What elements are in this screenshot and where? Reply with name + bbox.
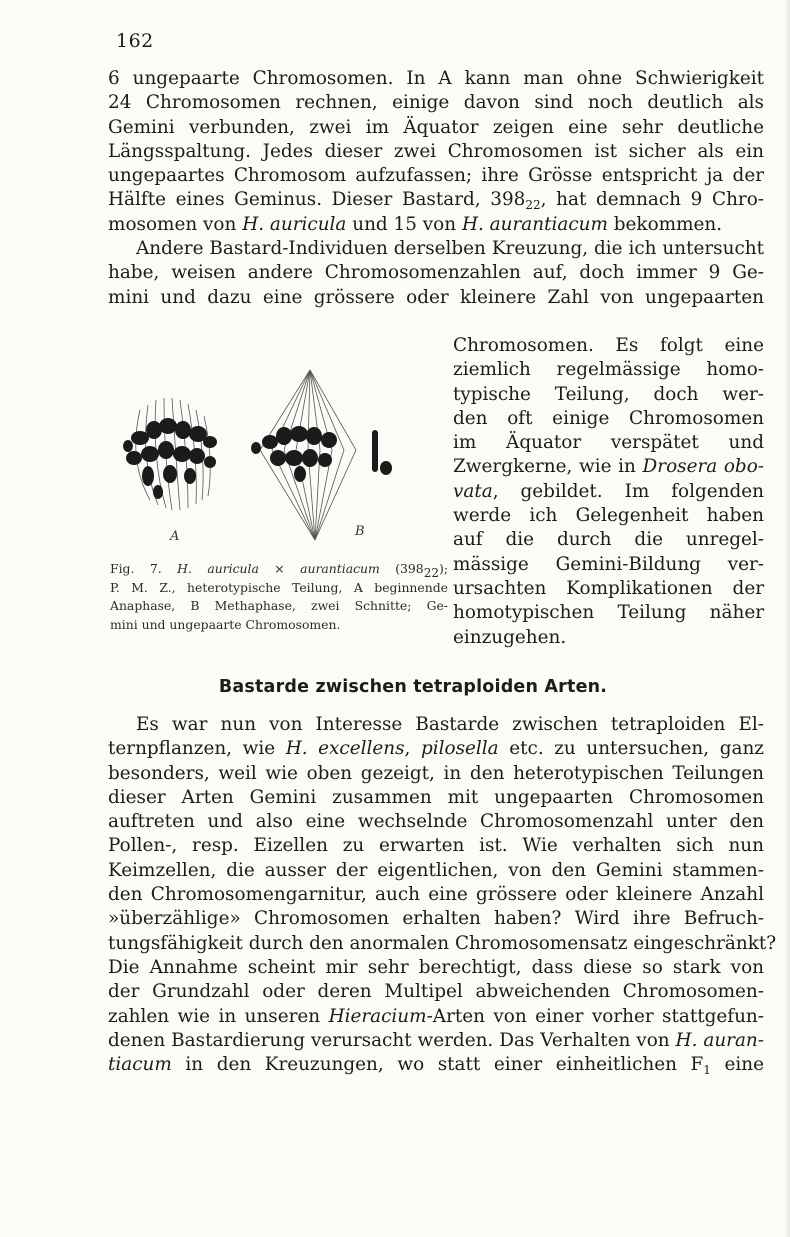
text-line: homotypischen Teilung näher: [453, 602, 764, 624]
page-edge-shadow: [784, 0, 790, 1237]
text-line: typische Teilung, doch wer-: [453, 383, 764, 405]
text-line: tungsfähigkeit durch den anormalen Chromosomensatz eingeschränkt?: [108, 932, 777, 954]
figure-7: [110, 350, 445, 550]
text-line: den oft einige Chromosomen: [453, 407, 764, 429]
text-line: der Grundzahl oder deren Multipel abweichenden Chromosomen-: [108, 981, 764, 1003]
text-line: auftreten und also eine wechselnde Chromosomenzahl unter den: [108, 811, 764, 833]
caption-line: Fig. 7. H. auricula × aurantiacum $(398_{22})$;: [110, 561, 448, 580]
text-line: ursachten Komplikationen der: [453, 577, 764, 599]
text-line: mässige Gemini-Bildung ver-: [453, 553, 764, 575]
text-line: vata, gebildet. Im folgenden: [453, 480, 764, 502]
text-line: einzugehen.: [453, 626, 567, 648]
figure-label-b: B: [355, 524, 365, 539]
text-line: mini und dazu eine grössere oder kleinere Zahl von ungepaarten: [108, 286, 764, 308]
text-line: 6 ungepaarte Chromosomen. In A kann man ohne Schwierigkeit: [108, 68, 764, 89]
caption-line: P. M. Z., heterotypische Teilung, A beginnende: [110, 579, 448, 595]
text-line: Die Annahme scheint mir sehr berechtigt, dass diese so stark von: [108, 956, 764, 978]
text-line: »überzählige» Chromosomen erhalten haben? Wird ihre Befruch-: [108, 908, 764, 930]
paragraph-3: [108, 713, 777, 1078]
text-line: Gemini verbunden, zwei im Äquator zeigen eine sehr deutliche: [108, 116, 764, 138]
text-line: denen Bastardierung verursacht werden. Das Verhalten von H. auran-: [108, 1029, 764, 1051]
text-line: zahlen wie in unseren Hieracium-Arten von einer vorher stattgefun-: [108, 1005, 764, 1027]
caption-line: Anaphase, B Methaphase, zwei Schnitte; Ge-: [110, 598, 448, 613]
section-heading: Bastarde zwischen tetraploiden Arten.: [218, 677, 608, 697]
text-line: habe, weisen andere Chromosomenzahlen auf, doch immer 9 Ge-: [108, 262, 764, 284]
text-line: werde ich Gelegenheit haben: [453, 505, 764, 527]
text-line: Längsspaltung. Jedes dieser zwei Chromosomen ist sicher als ein: [108, 140, 764, 162]
text-line: Keimzellen, die ausser der eigentlichen, von den Gemini stammen-: [108, 859, 764, 881]
text-line: Es war nun von Interesse Bastarde zwischen tetraploiden El-: [136, 714, 764, 735]
text-line: Pollen-, resp. Eizellen zu erwarten ist. Wie verhalten sich nun: [108, 835, 764, 857]
text-line: ungepaartes Chromosom aufzufassen; ihre Grösse entspricht ja der: [108, 165, 764, 187]
page-number: 162: [116, 30, 154, 52]
text-line: 24 Chromosomen rechnen, einige davon sind noch deutlich als: [108, 92, 764, 114]
caption-line: mini und ungepaarte Chromosomen.: [110, 616, 341, 632]
text-line: im Äquator verspätet und: [453, 432, 764, 454]
text-line: besonders, weil wie oben gezeigt, in den heterotypischen Teilungen: [108, 762, 764, 784]
figure-caption: [110, 560, 448, 634]
text-line: ziemlich regelmässige homo-: [453, 359, 764, 381]
text-line: dieser Arten Gemini zusammen mit ungepaarten Chromosomen: [108, 786, 764, 808]
text-line: Hälfte eines Geminus. Dieser Bastard, $398_{22}$, hat demnach 9 Chro-: [108, 189, 764, 213]
text-line: auf die durch die unregel-: [453, 529, 764, 551]
chromosomes-b: [251, 426, 337, 482]
text-line: Zwergkerne, wie in Drosera obo-: [453, 456, 764, 478]
text-line: tiacum in den Kreuzungen, wo statt einer einheitlichen $F_1$ eine: [108, 1054, 765, 1078]
text-line: den Chromosomengarnitur, auch eine grössere oder kleinere Anzahl: [108, 884, 764, 906]
chromosome-illustration: [110, 350, 445, 550]
text-line: Andere Bastard-Individuen derselben Kreuzung, die ich untersucht: [136, 238, 764, 260]
text-line: ternpflanzen, wie H. excellens, pilosella etc. zu untersuchen, ganz: [108, 738, 764, 760]
text-line: mosomen von H. auricula und 15 von H. aurantiacum bekommen.: [108, 213, 723, 235]
text-line: Chromosomen. Es folgt eine: [453, 335, 764, 356]
unpaired-chromosomes: [372, 430, 392, 475]
paragraph-1: [108, 67, 764, 310]
figure-label-a: A: [170, 529, 180, 544]
wrapped-text: [453, 334, 764, 650]
